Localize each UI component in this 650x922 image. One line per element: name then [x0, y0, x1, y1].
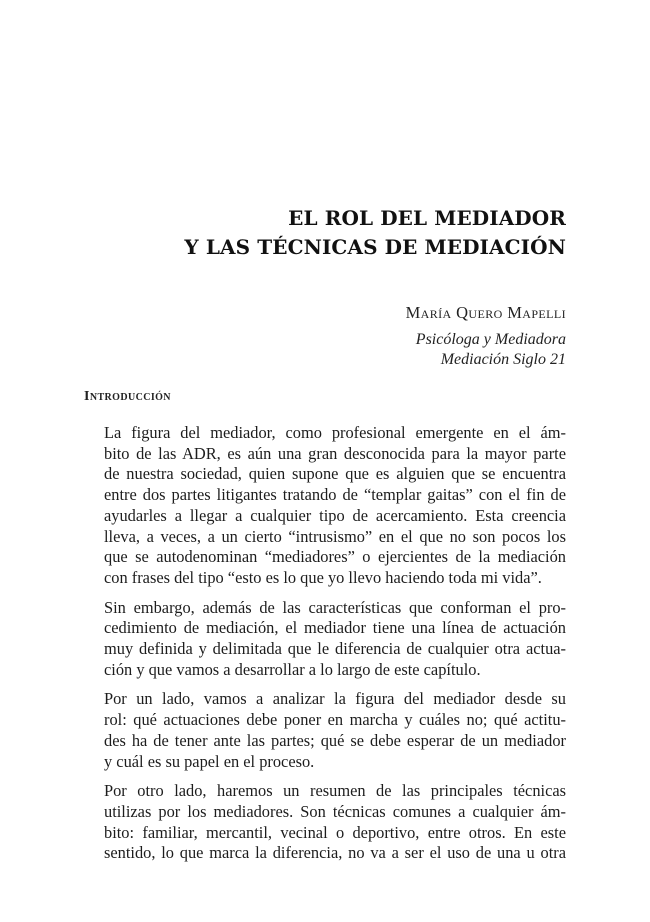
paragraph-line: ayudarles a llegar a cualquier tipo de acercamiento. Esta creencia [104, 505, 566, 525]
paragraph-line: y cuál es su papel en el proceso. [104, 751, 315, 771]
paragraph-line: muy definida y delimitada que le diferencia de cualquier otra actua- [104, 639, 566, 659]
paragraph-line: bito de las ADR, es aún una gran desconocida para la mayor parte [104, 443, 566, 463]
author-role: Psicóloga y Mediadora [415, 331, 566, 348]
paragraph-line: des ha de tener ante las partes; qué se debe esperar de un mediador [104, 730, 566, 750]
paragraph [84, 598, 566, 681]
paragraph-line: lleva, a veces, a un cierto “intrusismo” en el que no son pocos los [104, 526, 566, 546]
paragraph-line: utilizas por los mediadores. Son técnicas comunes a cualquier ám- [104, 801, 566, 821]
paragraph-line: Por otro lado, haremos un resumen de las principales técnicas [104, 781, 566, 801]
author-name: María Quero Mapelli [405, 303, 566, 322]
paragraph-line: bito: familiar, mercantil, vecinal o deportivo, entre otros. En este [104, 822, 566, 842]
paragraph-line: Por un lado, vamos a analizar la figura del mediador desde su [104, 689, 566, 709]
paragraph-line: con frases del tipo “esto es lo que yo llevo haciendo toda mi vida”. [104, 567, 542, 587]
author-organization: Mediación Siglo 21 [440, 351, 566, 368]
paragraph [84, 423, 566, 589]
chapter-title [184, 204, 566, 262]
author-affiliation [416, 330, 566, 370]
chapter-title-line-2: Y LAS TÉCNICAS DE MEDIACIÓN [184, 235, 566, 259]
section-heading: Introducción [84, 389, 171, 404]
paragraph-line: La figura del mediador, como profesional emergente en el ám- [104, 423, 566, 442]
paragraph-line: cedimiento de mediación, el mediador tiene una línea de actuación [104, 618, 566, 638]
paragraph-line: sentido, lo que marca la diferencia, no va a ser el uso de una u otra [104, 843, 566, 863]
paragraph [84, 781, 566, 864]
paragraph-line: ción y que vamos a desarrollar a lo largo de este capítulo. [104, 659, 481, 679]
document-page [84, 0, 566, 922]
body-text [84, 423, 566, 873]
paragraph-line: de nuestra sociedad, quien supone que es alguien que se encuentra [104, 464, 566, 484]
paragraph-line: entre dos partes litigantes tratando de “templar gaitas” con el fin de [104, 485, 566, 505]
paragraph-line: que se autodenominan “mediadores” o ejercientes de la mediación [104, 547, 566, 567]
paragraph [84, 689, 566, 772]
paragraph-line: rol: qué actuaciones debe poner en marcha y cuáles no; qué actitu- [104, 710, 566, 730]
chapter-title-line-1: EL ROL DEL MEDIADOR [288, 206, 566, 230]
paragraph-line: Sin embargo, además de las características que conforman el pro- [104, 597, 566, 617]
